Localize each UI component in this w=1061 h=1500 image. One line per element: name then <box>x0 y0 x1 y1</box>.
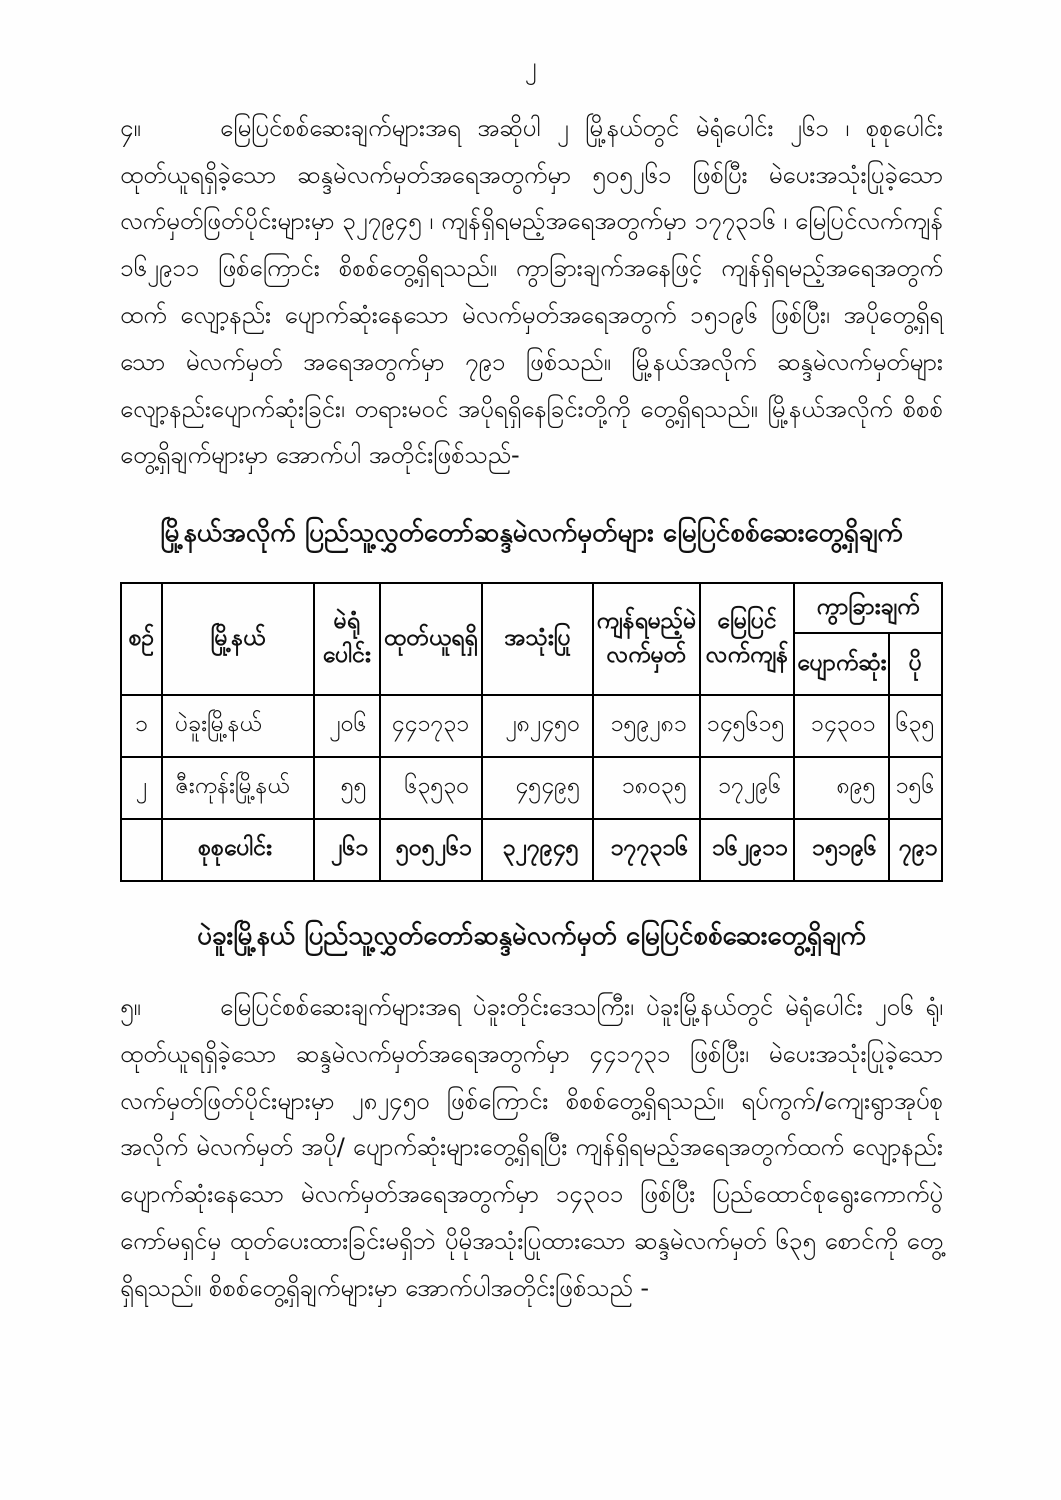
table-total-row <box>121 819 942 881</box>
paragraph-5 <box>120 984 943 1312</box>
paragraph-5-number: ၅။ <box>120 992 141 1021</box>
table-header <box>121 583 942 695</box>
table-cell: ၇၉၁ <box>889 819 942 881</box>
table-cell: ၁ <box>121 695 162 757</box>
header-township: မြို့နယ် <box>162 583 314 695</box>
table-cell: ၂၈၂၄၅၀ <box>482 695 593 757</box>
header-polling-stations: မဲရုံပေါင်း <box>314 583 380 695</box>
table-cell: ၃၂၇၉၄၅ <box>482 819 593 881</box>
page-number: ၂ <box>524 52 537 80</box>
table-cell: ၁၆၂၉၁၁ <box>700 819 794 881</box>
table-cell: ၁၄၃၀၁ <box>794 695 888 757</box>
header-difference: ကွာခြားချက် <box>794 583 942 633</box>
table-cell: ၂ <box>121 757 162 819</box>
paragraph-4 <box>120 105 943 479</box>
paragraph-5-text: မြေပြင်စစ်ဆေးချက်များအရ ပဲခူးတိုင်းဒေသကြီး၊ ပဲခူးမြို့နယ်တွင် မဲရုံပေါင်း ၂၀၆ ရုံ၊ ထုတ်ယူရရှိခဲ့သော ဆန္ဒမဲလက်မှတ်အရေအတွက်မှာ ၄၄၁၇၃၁ ဖြစ်ပြီး၊ မဲပေးအသုံးပြုခဲ့သော လက်မှတ်ဖြတ်ပိုင်းများမှာ ၂၈၂၄၅၀ ဖြစ်ကြောင်း စိစစ်တွေ့ရှိရသည်။ ရပ်ကွက်/ကျေးရွာအုပ်စု အလိုက် မဲလက်မှတ် အပို/ ပျောက်ဆုံးများတွေ့ရှိရပြီး ကျန်ရှိရမည့်အရေအတွက်ထက် လျော့နည်း ပျောက်ဆုံးနေသော မဲလက်မှတ်အရေအတွက်မှာ ၁၄၃၀၁ ဖြစ်ပြီး ပြည်ထောင်စုရွေးကောက်ပွဲ ကော်မရှင်မှ ထုတ်ပေးထားခြင်းမရှိဘဲ ပိုမိုအသုံးပြုထားသော ဆန္ဒမဲလက်မှတ် ၆၃၅ စောင်ကို တွေ့ရှိရသည်။ စိစစ်တွေ့ရှိချက်များမှာ အောက်ပါအတိုင်းဖြစ်သည် - <box>120 992 943 1302</box>
table-cell: ၁၅၆ <box>889 757 942 819</box>
table-cell: ၄၄၁၇၃၁ <box>380 695 483 757</box>
paragraph-4-text: မြေပြင်စစ်ဆေးချက်များအရ အဆိုပါ ၂ မြို့နယ်တွင် မဲရုံပေါင်း ၂၆၁ ၊ စုစုပေါင်း ထုတ်ယူရရှိခဲ့သော ဆန္ဒမဲလက်မှတ်အရေအတွက်မှာ ၅၀၅၂၆၁ ဖြစ်ပြီး မဲပေးအသုံးပြုခဲ့သော လက်မှတ်ဖြတ်ပိုင်းများမှာ ၃၂၇၉၄၅ ၊ ကျန်ရှိရမည့်အရေအတွက်မှာ ၁၇၇၃၁၆ ၊ မြေပြင်လက်ကျန် ၁၆၂၉၁၁ ဖြစ်ကြောင်း စိစစ်တွေ့ရှိရသည်။ ကွာခြားချက်အနေဖြင့် ကျန်ရှိရမည့်အရေအတွက်ထက် လျော့နည်း ပျောက်ဆုံးနေသော မဲလက်မှတ်အရေအတွက် ၁၅၁၉၆ ဖြစ်ပြီး၊ အပိုတွေ့ရှိရသော မဲလက်မှတ် အရေအတွက်မှာ ၇၉၁ ဖြစ်သည်။ မြို့နယ်အလိုက် ဆန္ဒမဲလက်မှတ်များ လျော့နည်းပျောက်ဆုံးခြင်း၊ တရားမဝင် အပိုရရှိနေခြင်းတို့ကို တွေ့ရှိရသည်။ မြို့နယ်အလိုက် စိစစ်တွေ့ရှိချက်များမှာ အောက်ပါ အတိုင်းဖြစ်သည်- <box>120 113 943 470</box>
table-cell: ၁၈၀၃၅ <box>593 757 700 819</box>
table-cell: စုစုပေါင်း <box>162 819 314 881</box>
table-body <box>121 695 942 881</box>
header-ground-balance: မြေပြင်လက်ကျန် <box>700 583 794 695</box>
table-cell: ပဲခူးမြို့နယ် <box>162 695 314 757</box>
table-cell: ၈၉၅ <box>794 757 888 819</box>
table-row <box>121 695 942 757</box>
table-cell: ၆၃၅၃၀ <box>380 757 483 819</box>
page-content <box>120 105 943 1312</box>
header-used: အသုံးပြု <box>482 583 593 695</box>
table-heading: မြို့နယ်အလိုက် ပြည်သူ့လွှတ်တော်ဆန္ဒမဲလက်မှတ်များ မြေပြင်စစ်ဆေးတွေ့ရှိချက် <box>160 518 903 549</box>
table-cell: ၁၅၁၉၆ <box>794 819 888 881</box>
table-cell: ၂၀၆ <box>314 695 380 757</box>
header-should-remain: ကျန်ရမည့်မဲလက်မှတ် <box>593 583 700 695</box>
table-cell: ၂၆၁ <box>314 819 380 881</box>
table-cell: ဇီးကုန်းမြို့နယ် <box>162 757 314 819</box>
header-surplus: ပို <box>889 633 942 695</box>
header-missing: ပျောက်ဆုံး <box>794 633 888 695</box>
table-cell: ၆၃၅ <box>889 695 942 757</box>
table-cell: ၁၄၅၆၁၅ <box>700 695 794 757</box>
findings-table <box>120 582 943 882</box>
section-heading: ပဲခူးမြို့နယ် ပြည်သူ့လွှတ်တော်ဆန္ဒမဲလက်မှတ် မြေပြင်စစ်ဆေးတွေ့ရှိချက် <box>197 920 866 951</box>
table-row <box>121 757 942 819</box>
table-cell: ၁၇၇၃၁၆ <box>593 819 700 881</box>
paragraph-4-number: ၄။ <box>120 113 141 142</box>
table-cell <box>121 819 162 881</box>
header-issued: ထုတ်ယူရရှိ <box>380 583 483 695</box>
table-cell: ၅၅ <box>314 757 380 819</box>
table-cell: ၄၅၄၉၅ <box>482 757 593 819</box>
table-cell: ၁၅၉၂၈၁ <box>593 695 700 757</box>
table-cell: ၁၇၂၉၆ <box>700 757 794 819</box>
header-no: စဉ် <box>121 583 162 695</box>
table-cell: ၅၀၅၂၆၁ <box>380 819 483 881</box>
